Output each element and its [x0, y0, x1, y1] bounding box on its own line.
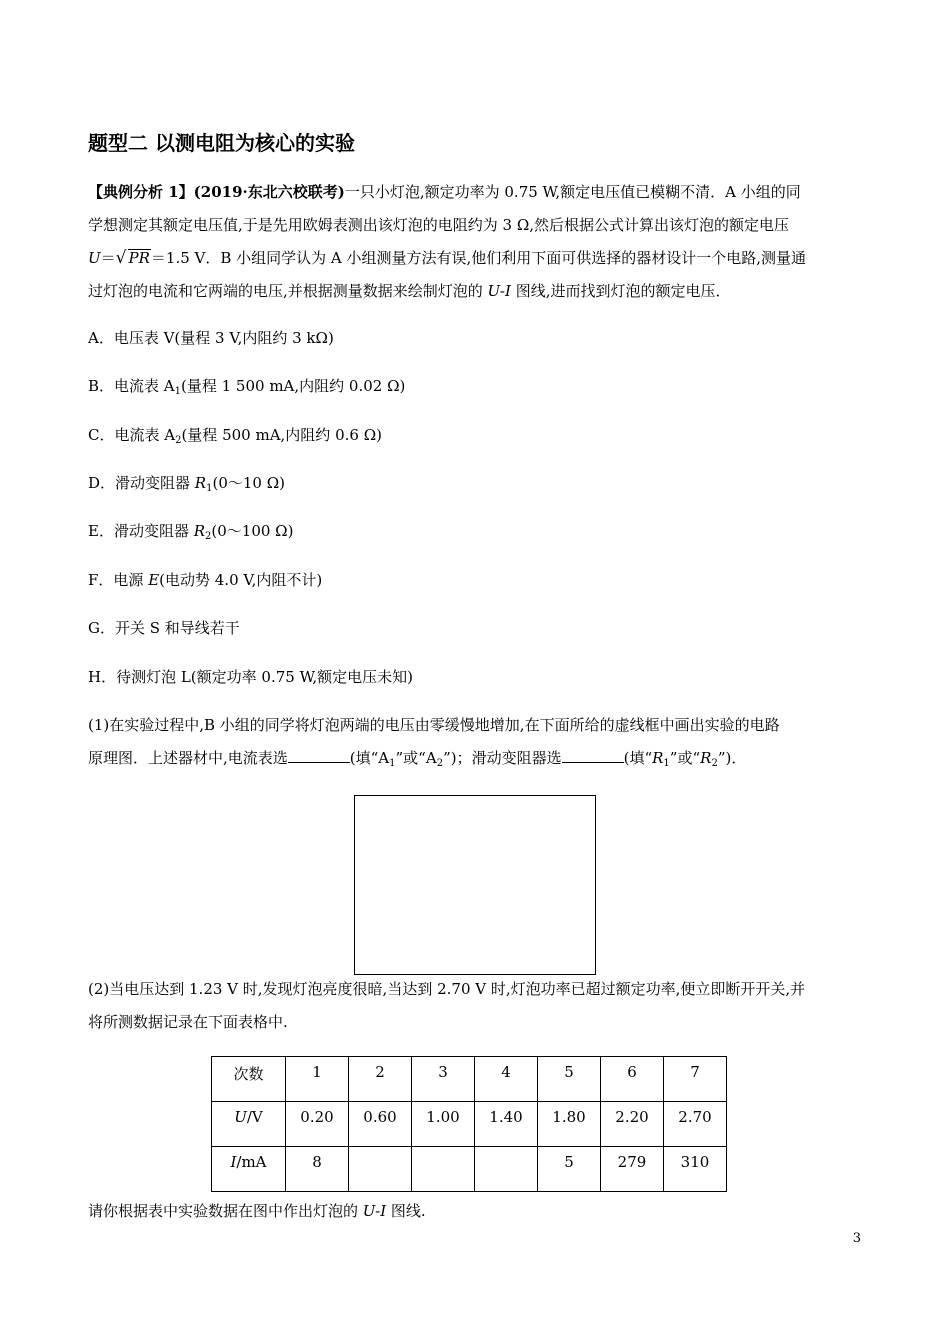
option-h: H．待测灯泡 L(额定功率 0.75 W,额定电压未知) — [88, 668, 414, 686]
example-tag: 【典例分析 1】 — [88, 183, 194, 201]
table-row: U/V 0.20 0.60 1.00 1.40 1.80 2.20 2.70 — [212, 1102, 727, 1147]
circuit-drawing-box[interactable] — [354, 795, 596, 975]
option-d: D．滑动变阻器 $R_1(0\sim 10$ Ω) — [88, 474, 286, 494]
table-row-label: 次数 — [212, 1057, 286, 1102]
option-b: B．电流表 $A_1$(量程 1 500 mA,内阻约 0.02 Ω) — [88, 377, 406, 397]
answer-blank-rheostat[interactable] — [562, 748, 624, 763]
sqrt-radicand: PR — [128, 249, 150, 267]
intro-line-4: 过灯泡的电流和它两端的电压,并根据测量数据来绘制灯泡的 U-I 图线,进而找到灯泡的额定电压． — [88, 282, 731, 300]
intro-line-1: 【典例分析 1】(2019·东北六校联考)一只小灯泡,额定功率为 0.75 W,额定电压值已模糊不清．A 小组的同 — [88, 183, 801, 201]
answer-blank-ammeter[interactable] — [288, 748, 350, 763]
data-table — [211, 1056, 727, 1192]
table-row-label: U/V — [212, 1102, 286, 1147]
section-title: 题型二 以测电阻为核心的实验 — [88, 131, 355, 155]
table-row: I/mA 8 5 279 310 — [212, 1147, 727, 1192]
table-row-label: I/mA — [212, 1147, 286, 1192]
table-row: 次数 1 2 3 4 5 6 7 — [212, 1057, 727, 1102]
page-number: 3 — [852, 1231, 861, 1246]
option-a: A．电压表 V(量程 3 V,内阻约 3 kΩ) — [88, 329, 334, 347]
option-f: F．电源 E(电动势 4.0 V,内阻不计) — [88, 571, 323, 589]
closing-instruction: 请你根据表中实验数据在图中作出灯泡的 U-I 图线. — [88, 1202, 426, 1220]
option-g: G．开关 S 和导线若干 — [88, 619, 240, 637]
question-1-line-1: (1)在实验过程中,B 小组的同学将灯泡两端的电压由零缓慢地增加,在下面所给的虚线框中画出实验的电路 — [88, 716, 780, 734]
option-e: E．滑动变阻器 $R_2(0\sim 100$ Ω) — [88, 522, 294, 542]
example-source: (2019·东北六校联考) — [193, 183, 345, 201]
intro-line-3: U＝√ PR＝1.5 V．B 小组同学认为 A 小组测量方法有误,他们利用下面可供选择的器材设计一个电路,测量通 — [88, 248, 807, 268]
question-2-line-2: 将所测数据记录在下面表格中. — [88, 1013, 288, 1031]
option-c: C．电流表 $A_2$(量程 500 mA,内阻约 0.6 Ω) — [88, 426, 382, 446]
question-2-line-1: (2)当电压达到 1.23 V 时,发现灯泡亮度很暗,当达到 2.70 V 时,灯泡功率已超过额定功率,便立即断开开关,并 — [88, 980, 806, 998]
intro-line-2: 学想测定其额定电压值,于是先用欧姆表测出该灯泡的电阻约为 3 Ω,然后根据公式计算出该灯泡的额定电压 — [88, 216, 790, 234]
question-1-line-2: 原理图．上述器材中,电流表选 (填“$A_1$”或“$A_2$”)；滑动变阻器选 (填“$R_1$”或“$R_2$”)． — [88, 749, 747, 769]
